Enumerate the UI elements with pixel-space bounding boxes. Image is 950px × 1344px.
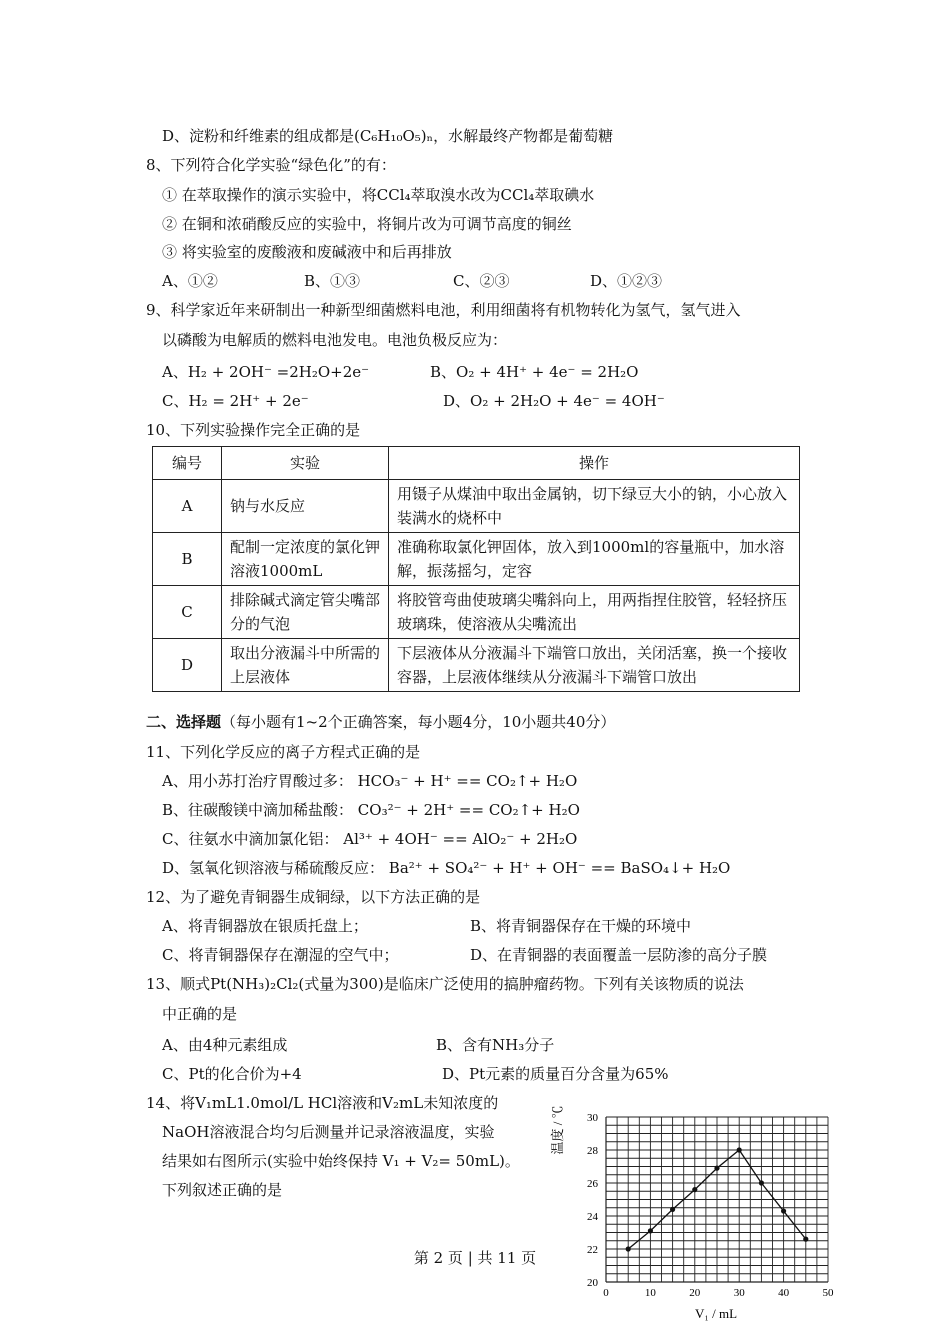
page-footer: 第 2 页 | 共 11 页 [413,1249,537,1267]
question-13: 13、顺式Pt(NH₃)₂Cl₂(式量为300)是临床广泛使用的搞肿瘤药物。下列有关该物质的说法 [146,975,744,993]
y-tick-label: 26 [587,1178,598,1190]
data-point [781,1208,786,1213]
option-a: A、H₂ + 2OH⁻ =2H₂O+2e⁻ [162,363,370,381]
data-point [759,1180,764,1185]
question-11: 11、下列化学反应的离子方程式正确的是 [146,743,421,761]
y-tick-label: 24 [587,1211,598,1223]
table-cell: 取出分液漏斗中所需的上层液体 [222,639,389,692]
table-row [153,533,800,586]
table-cell: D [153,639,222,692]
y-tick-label: 22 [587,1244,598,1256]
table-cell: B [153,533,222,586]
question-8: 8、下列符合化学实验“绿色化”的有： [146,156,396,174]
table-cell: 排除碱式滴定管尖嘴部分的气泡 [222,586,389,639]
table-cell: 下层液体从分液漏斗下端管口放出，关闭活塞，换一个接收容器，上层液体继续从分液漏斗下端管口放出 [389,639,800,692]
text-line: 中正确的是 [162,1005,238,1023]
x-axis-label: V₁ / mL [694,1306,738,1321]
data-point [714,1166,719,1171]
option-a: A、由4种元素组成 [162,1036,288,1054]
table-row [153,639,800,692]
table-row [153,586,800,639]
x-tick-label: 40 [778,1287,790,1299]
table-cell: A [153,480,222,533]
data-point [692,1187,697,1192]
y-axis-label: 温度 / ℃ [550,1105,565,1155]
text-line: NaOH溶液混合均匀后测量并记录溶液温度，实验 [162,1123,495,1141]
table-cell: 钠与水反应 [222,480,389,533]
chart-ticks [587,1112,834,1299]
section-note: （每小题有1~2个正确答案，每小题4分，10小题共40分） [221,713,616,731]
question-10: 10、下列实验操作完全正确的是 [146,421,361,439]
y-tick-label: 20 [587,1277,598,1289]
table-cell: 将胶管弯曲使玻璃尖嘴斜向上，用两指捏住胶管，轻轻挤压玻璃珠，使溶液从尖嘴流出 [389,586,800,639]
data-point [648,1228,653,1233]
x-tick-label: 30 [733,1287,745,1299]
option-d: D、氢氧化钡溶液与稀硫酸反应： Ba²⁺ + SO₄²⁻ + H⁺ + OH⁻ == BaSO₄↓+ H₂O [162,859,731,877]
data-point [670,1207,675,1212]
table-header-row [153,447,800,480]
option-b: B、往碳酸镁中滴加稀盐酸： CO₃²⁻ + 2H⁺ == CO₂↑+ H₂O [162,801,580,819]
question-14: 14、将V₁mL1.0mol/L HCl溶液和V₂mL未知浓度的 [146,1094,499,1112]
option-b: B、O₂ + 4H⁺ + 4e⁻ = 2H₂O [430,363,639,381]
text-line: D、淀粉和纤维素的组成都是(C₆H₁₀O₅)ₙ，水解最终产物都是葡萄糖 [162,127,614,145]
text-line: ② 在铜和浓硝酸反应的实验中，将铜片改为可调节高度的铜丝 [162,215,572,233]
text-line: ① 在萃取操作的演示实验中，将CCl₄萃取溴水改为CCl₄萃取碘水 [162,186,595,204]
option-d: D、在青铜器的表面覆盖一层防渗的高分子膜 [470,946,768,964]
text-line: ③ 将实验室的废酸液和废碱液中和后再排放 [162,243,452,261]
table-cell: 准确称取氯化钾固体，放入到1000ml的容量瓶中，加水溶解，振荡摇匀，定容 [389,533,800,586]
option-a: A、将青铜器放在银质托盘上； [162,917,368,935]
option-a: A、用小苏打治疗胃酸过多： HCO₃⁻ + H⁺ == CO₂↑+ H₂O [162,772,578,790]
question-9: 9、科学家近年来研制出一种新型细菌燃料电池，利用细菌将有机物转化为氢气，氢气进入 [146,301,741,319]
option-c: C、将青铜器保存在潮湿的空气中； [162,946,399,964]
data-point [803,1237,808,1242]
option-c: C、往氨水中滴加氯化铝： Al³⁺ + 4OH⁻ == AlO₂⁻ + 2H₂O [162,830,578,848]
option-b: B、将青铜器保存在干燥的环境中 [470,917,692,935]
operations-table [152,446,800,692]
table-cell: 用镊子从煤油中取出金属钠，切下绿豆大小的钠，小心放入装满水的烧杯中 [389,480,800,533]
x-tick-label: 50 [822,1287,834,1299]
x-tick-label: 0 [603,1287,609,1299]
section-title: 二、选择题 [146,713,222,731]
y-tick-label: 30 [587,1112,598,1124]
option-c: C、H₂ = 2H⁺ + 2e⁻ [162,392,309,410]
text-line: 下列叙述正确的是 [162,1181,283,1199]
option-d: D、O₂ + 2H₂O + 4e⁻ = 4OH⁻ [443,392,665,410]
data-point [737,1147,742,1152]
section-2-heading [146,712,615,732]
table-header: 编号 [153,447,222,480]
option-b: B、①③ [304,272,361,290]
temperature-chart [548,1090,844,1330]
option-b: B、含有NH₃分子 [436,1036,555,1054]
option-c: C、Pt的化合价为+4 [162,1065,302,1083]
option-d: D、①②③ [590,272,663,290]
table-header: 操作 [389,447,800,480]
table-row [153,480,800,533]
question-12: 12、为了避免青铜器生成铜绿，以下方法正确的是 [146,888,481,906]
table-cell: 配制一定浓度的氯化钾溶液1000mL [222,533,389,586]
table-header: 实验 [222,447,389,480]
x-tick-label: 20 [689,1287,701,1299]
x-tick-label: 10 [644,1287,656,1299]
text-line: 结果如右图所示(实验中始终保持 V₁ + V₂= 50mL)。 [162,1152,520,1170]
option-c: C、②③ [453,272,510,290]
option-a: A、①② [162,272,218,290]
text-line: 以磷酸为电解质的燃料电池发电。电池负极反应为： [162,331,508,349]
table-cell: C [153,586,222,639]
y-tick-label: 28 [587,1145,598,1157]
option-d: D、Pt元素的质量百分含量为65% [442,1065,669,1083]
